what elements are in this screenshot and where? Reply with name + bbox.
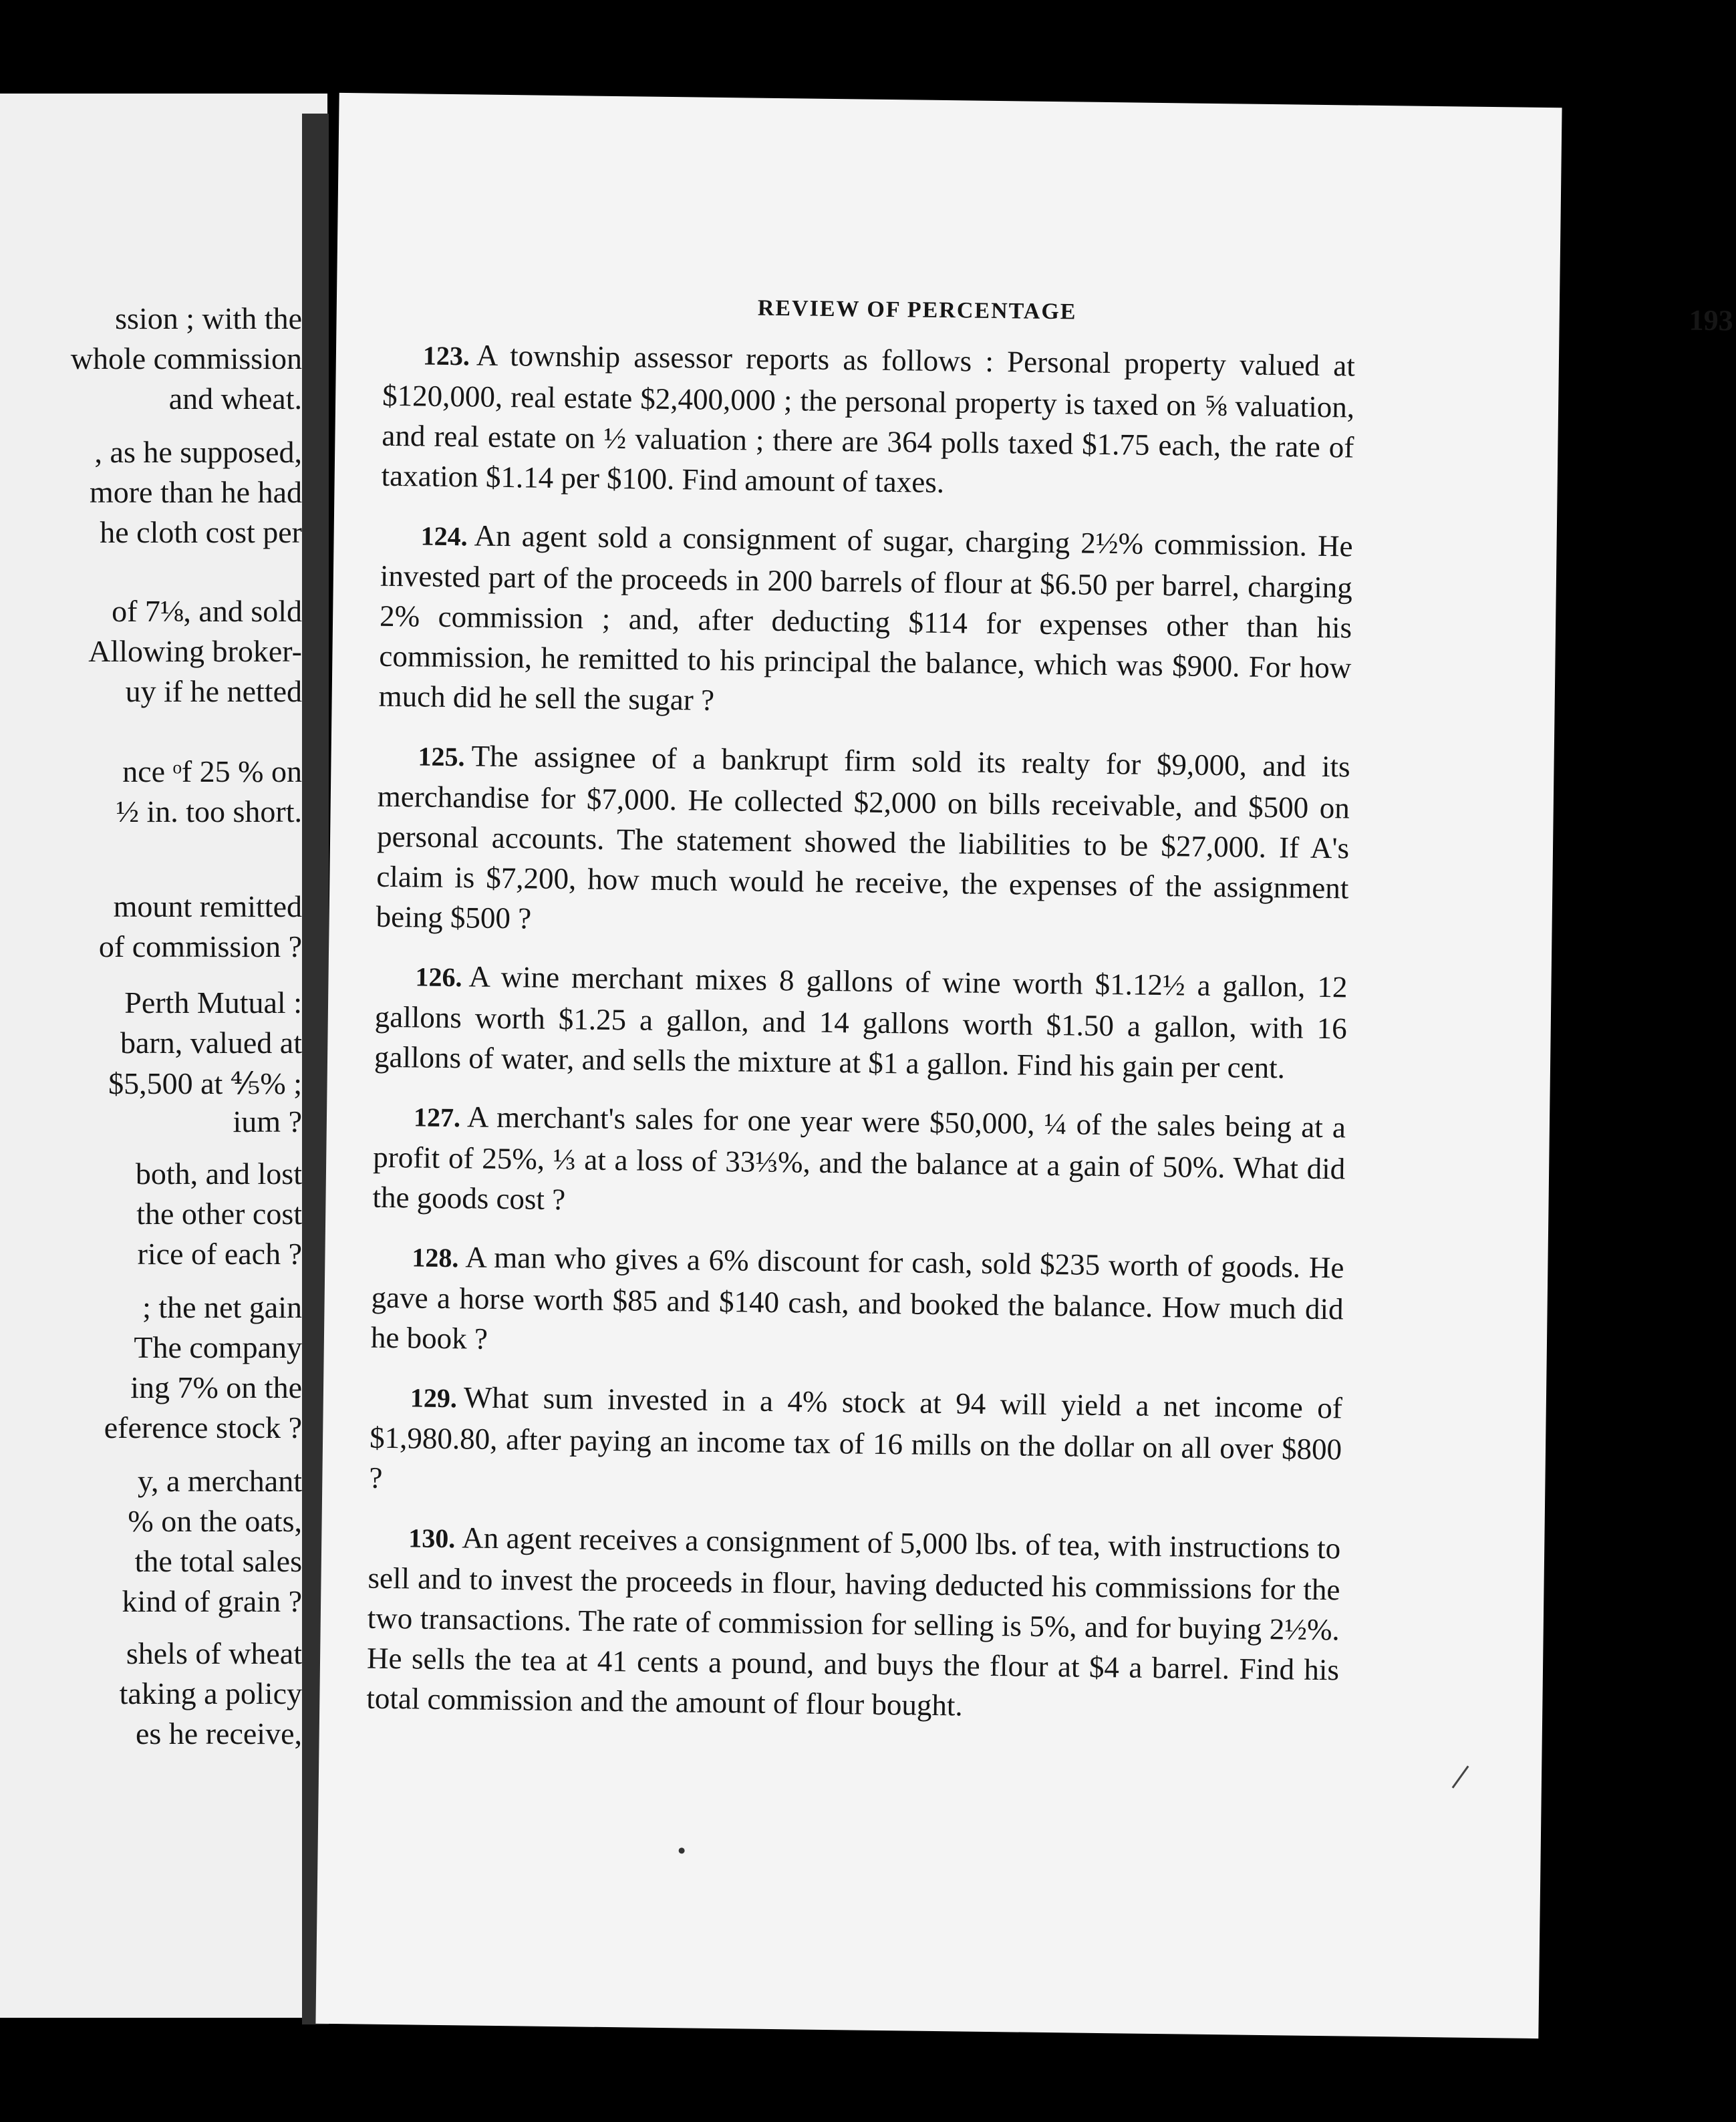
problem-123 (381, 334, 1355, 508)
problem-text: An agent sold a consignment of sugar, charging 2½% commission. He invested part of the proceeds in 200 barrels of flour at $6.50 per barrel, charging 2% commission ; and, after deducting $114 for expenses other than his commission, he remitted to his principal the balance, which was $900. For how much did he sell the sugar ? (378, 518, 1353, 717)
page-number: 193 (1689, 303, 1734, 337)
problem-number: 129. (410, 1382, 458, 1414)
left-page-line: y, a merchant (137, 1464, 302, 1498)
problem-number: 130. (408, 1523, 456, 1554)
margin-pencil-mark (1452, 1765, 1469, 1788)
problem-text: A wine merchant mixes 8 gallons of wine worth $1.12½ a gallon, 12 gallons worth $1.25 a gallon, and 14 gallons worth $1.50 a gallon, with 16 gallons of water, and sells the mixture at $1 a gallon. Find his gain per cent. (374, 959, 1348, 1085)
left-page-line: $5,500 at ⅘% ; (108, 1066, 302, 1100)
left-page-line: of 7⅛, and sold (112, 594, 302, 628)
left-page-line: mount remitted (113, 889, 302, 923)
problem-text: The assignee of a bankrupt firm sold its realty for $9,000, and its merchandise for $7,000. He collected $2,000 on bills receivable, and $500 on personal accounts. The statement showed the liabilities to be $27,000. If A's claim is $7,200, how much would he receive, the expenses of the assignment being $500 ? (376, 739, 1350, 935)
problem-128 (371, 1236, 1344, 1370)
problem-number: 123. (422, 340, 470, 371)
running-head: REVIEW OF PERCENTAGE (757, 295, 1077, 325)
problem-number: 126. (415, 961, 462, 993)
problem-number: 125. (418, 741, 465, 772)
left-page-line: es he receive, (135, 1716, 302, 1751)
problem-list (366, 334, 1356, 1749)
problem-number: 127. (413, 1102, 461, 1133)
left-page-line: kind of grain ? (122, 1584, 302, 1618)
problem-124 (378, 514, 1353, 728)
problem-126 (374, 955, 1348, 1089)
left-page-line: whole commission (70, 341, 302, 375)
problem-number: 124. (420, 520, 468, 552)
page-header (757, 292, 1733, 344)
left-page-line: ; the net gain (142, 1290, 302, 1324)
problem-130 (366, 1517, 1341, 1730)
problem-text: A man who gives a 6% discount for cash, sold $235 worth of goods. He gave a horse worth $85 and $140 cash, and booked the balance. How much did he book ? (370, 1240, 1344, 1356)
left-page-line: uy if he netted (125, 674, 302, 708)
left-page-line: and wheat. (168, 382, 302, 416)
left-page-line: eference stock ? (104, 1410, 302, 1445)
ink-dot (679, 1847, 685, 1853)
left-page-line: % on the oats, (128, 1504, 302, 1538)
left-page-line: more than he had (89, 475, 302, 509)
left-page-line: ½ in. too short. (116, 794, 302, 828)
right-page (315, 93, 1734, 2038)
left-page-line: he cloth cost per (100, 515, 302, 549)
problem-125 (376, 735, 1350, 949)
left-page-line: shels of wheat (126, 1636, 302, 1670)
left-page-line: the total sales (134, 1544, 302, 1578)
left-page-line: ing 7% on the (130, 1370, 302, 1404)
left-page-line: rice of each ? (137, 1237, 302, 1271)
left-page-line: the other cost (136, 1197, 302, 1231)
left-page-line: , as he supposed, (94, 435, 302, 469)
left-page (0, 94, 327, 2018)
left-page-line: ium ? (233, 1104, 302, 1139)
left-page-line: Perth Mutual : (124, 986, 302, 1020)
problem-text: An agent receives a consignment of 5,000 lbs. of tea, with instructions to sell and to invest the proceeds in flour, having deducted his commissions for the two transactions. The rate of commission for selling is 5%, and for buying 2½%. He sells the tea at 41 cents a pound, and buys the flour at $4 a barrel. Find his total commission and the amount of flour bought. (366, 1521, 1341, 1722)
left-page-line: Allowing broker- (88, 634, 302, 668)
left-page-line: The company (134, 1330, 302, 1364)
problem-text: A township assessor reports as follows : Personal property valued at $120,000, real estate $2,400,000 ; the personal property is taxed on ⅝ valuation, and real estate on ½ valuation ; there are 364 polls taxed $1.75 each, the rate of taxation $1.14 per $100. Find amount of taxes. (381, 338, 1356, 500)
left-page-line: taking a policy (119, 1676, 302, 1710)
problem-number: 128. (412, 1242, 459, 1273)
left-page-line: barn, valued at (120, 1026, 302, 1060)
left-page-line: of commission ? (98, 929, 302, 963)
problem-text: A merchant's sales for one year were $50,000, ¼ of the sales being at a profit of 25%, ⅓ at a loss of 33⅓%, and the balance at a gain of 50%. What did the goods cost ? (372, 1100, 1346, 1217)
problem-127 (372, 1096, 1346, 1229)
problem-text: What sum invested in a 4% stock at 94 will yield a net income of $1,980.80, after paying an income tax of 16 mills on the dollar on all over $800 ? (369, 1380, 1343, 1495)
left-page-line: nce ᵒf 25 % on (122, 754, 302, 788)
left-page-line: both, and lost (135, 1157, 302, 1191)
problem-129 (369, 1376, 1342, 1510)
left-page-line: ssion ; with the (115, 301, 302, 335)
